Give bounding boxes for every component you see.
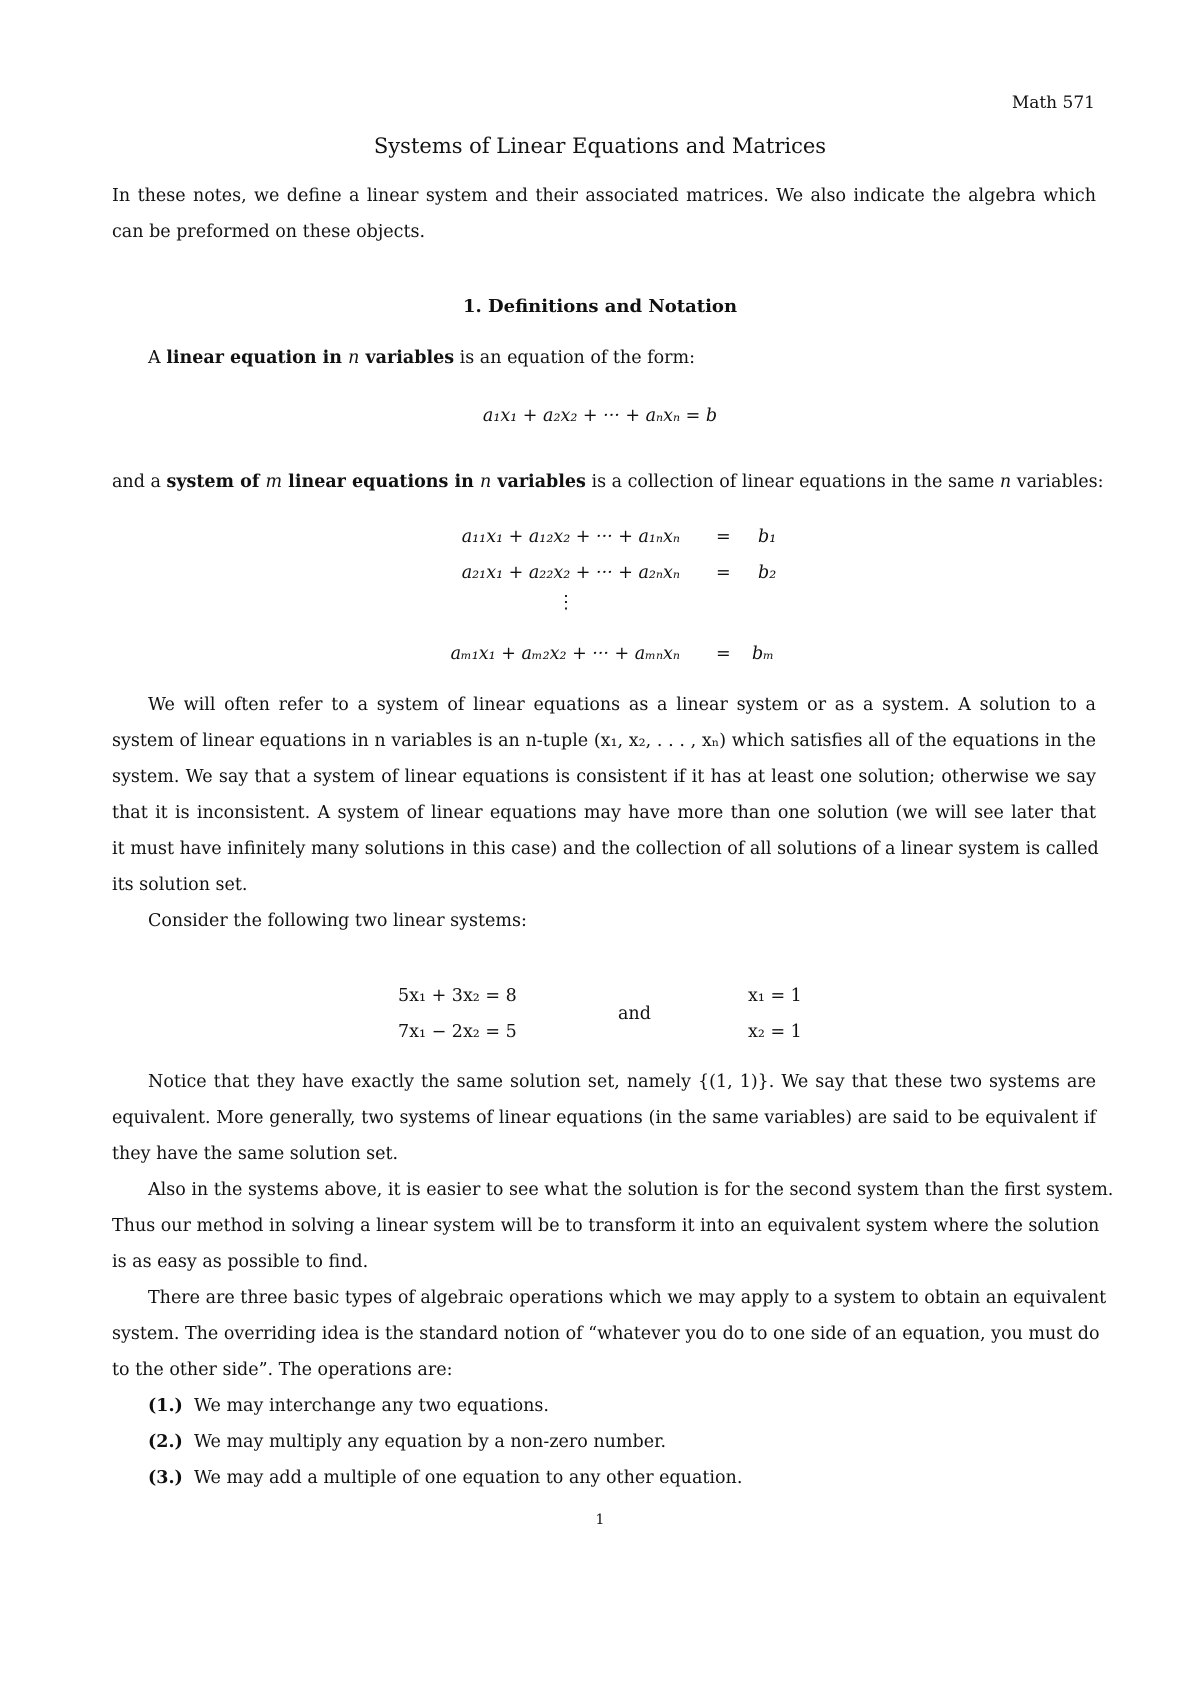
solution-para-line-2: system of linear equations in n variables is an n-tuple (x₁, x₂, . . . , xₙ) which satisfies all of the equations in the	[112, 731, 1096, 751]
system-row-m-rhs: bₘ	[752, 644, 774, 664]
operations-para-line-1: There are three basic types of algebraic operations which we may apply to a system to obtain an equivalent	[148, 1288, 1107, 1308]
solution-para-line-6: its solution set.	[112, 875, 248, 895]
system-row-m-lhs: aₘ₁x₁ + aₘ₂x₂ + ··· + aₘₙxₙ	[450, 644, 680, 664]
operation-item-1: (1.) We may interchange any two equations.	[148, 1396, 549, 1416]
intro-line-1: In these notes, we define a linear system and their associated matrices. We also indicate the algebra which	[112, 186, 1096, 206]
system-row-m-eq: =	[716, 644, 731, 664]
example-left-row-1: 5x₁ + 3x₂ = 8	[398, 986, 517, 1006]
solution-para-line-4: that it is inconsistent. A system of linear equations may have more than one solution (we will see later that	[112, 803, 1096, 823]
method-para-line-3: is as easy as possible to find.	[112, 1252, 369, 1272]
example-left-row-2: 7x₁ − 2x₂ = 5	[398, 1022, 517, 1042]
operations-para-line-2: system. The overriding idea is the standard notion of “whatever you do to one side of an equation, you must do	[112, 1324, 1100, 1344]
method-para-line-1: Also in the systems above, it is easier to see what the solution is for the second system than the first system.	[148, 1180, 1114, 1200]
solution-para-line-5: it must have infinitely many solutions in this case) and the collection of all solutions of a linear system is called	[112, 839, 1099, 859]
system-row-2-eq: =	[716, 563, 731, 583]
solution-para-line-3: system. We say that a system of linear equations is consistent if it has at least one solution; otherwise we say	[112, 767, 1096, 787]
equivalent-para-line-3: they have the same solution set.	[112, 1144, 399, 1164]
intro-line-2: can be preformed on these objects.	[112, 222, 426, 242]
consider-line: Consider the following two linear systems:	[148, 911, 527, 931]
section-heading: 1. Definitions and Notation	[462, 296, 738, 317]
operations-para-line-3: to the other side”. The operations are:	[112, 1360, 453, 1380]
course-label: Math 571	[1011, 93, 1095, 113]
example-right-row-2: x₂ = 1	[748, 1022, 802, 1042]
general-linear-equation: a₁x₁ + a₂x₂ + ··· + aₙxₙ = b	[482, 406, 718, 426]
solution-para-line-1: We will often refer to a system of linear equations as a linear system or as a system. A solution to a	[148, 695, 1096, 715]
system-definition: and a system of m linear equations in n variables is a collection of linear equations in the same n variables:	[112, 472, 1104, 492]
operation-item-2: (2.) We may multiply any equation by a non-zero number.	[148, 1432, 667, 1452]
system-row-1-lhs: a₁₁x₁ + a₁₂x₂ + ··· + a₁ₙxₙ	[461, 527, 680, 547]
equivalent-para-line-1: Notice that they have exactly the same solution set, namely {(1, 1)}. We say that these two systems are	[148, 1072, 1096, 1092]
method-para-line-2: Thus our method in solving a linear system will be to transform it into an equivalent system where the solution	[112, 1216, 1100, 1236]
page-number: 1	[595, 1512, 605, 1528]
page-title: Systems of Linear Equations and Matrices	[373, 134, 827, 158]
system-row-2-lhs: a₂₁x₁ + a₂₂x₂ + ··· + a₂ₙxₙ	[461, 563, 680, 583]
vertical-dots: ⋮	[557, 592, 575, 613]
equivalent-para-line-2: equivalent. More generally, two systems of linear equations (in the same variables) are said to be equivalent if	[112, 1108, 1096, 1128]
system-row-1-rhs: b₁	[758, 527, 777, 547]
system-row-1-eq: =	[716, 527, 731, 547]
example-and-label: and	[618, 1004, 651, 1024]
example-right-row-1: x₁ = 1	[748, 986, 802, 1006]
system-row-2-rhs: b₂	[758, 563, 777, 583]
linear-equation-definition: A linear equation in n variables is an equation of the form:	[148, 348, 695, 368]
operation-item-3: (3.) We may add a multiple of one equation to any other equation.	[148, 1468, 743, 1488]
